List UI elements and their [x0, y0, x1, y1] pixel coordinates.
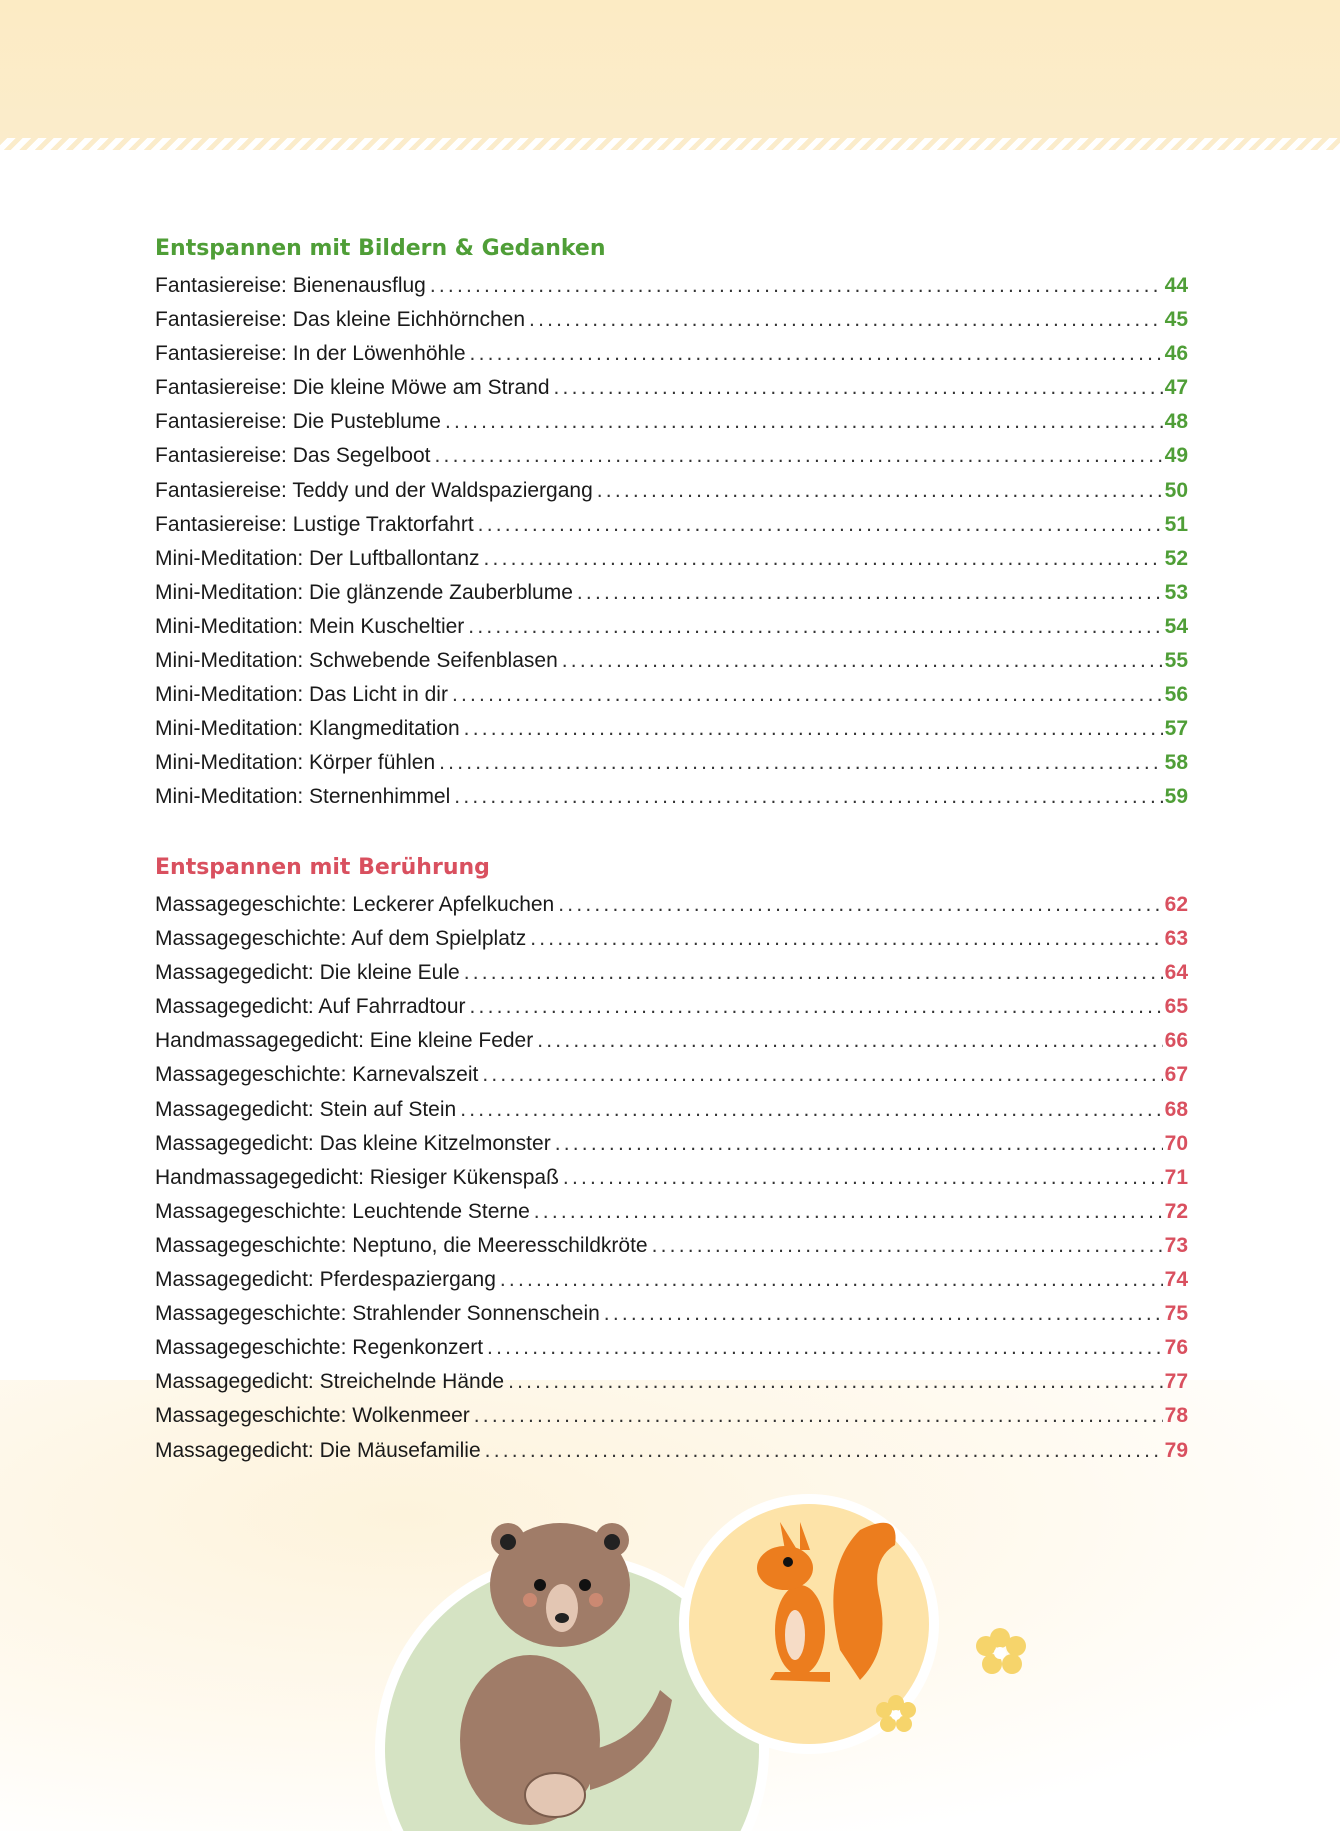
dot-leader [529, 303, 1163, 337]
dot-leader [484, 542, 1163, 576]
entry-page-number: 63 [1164, 927, 1188, 951]
entry-title: Massagegeschichte: Strahlender Sonnenschein [155, 1302, 600, 1326]
entry-page-number: 59 [1164, 785, 1188, 809]
toc-entry[interactable] [155, 1229, 1188, 1263]
dot-leader [563, 1161, 1163, 1195]
entry-page-number: 58 [1164, 751, 1188, 775]
entry-title: Mini-Meditation: Schwebende Seifenblasen [155, 649, 558, 673]
entry-page-number: 79 [1164, 1438, 1188, 1462]
entry-title: Massagegeschichte: Leckerer Apfelkuchen [155, 893, 555, 916]
entry-title: Massagegeschichte: Regenkonzert [155, 1336, 484, 1360]
entry-title: Massagegeschichte: Auf dem Spielplatz [155, 927, 527, 951]
entry-title: Fantasiereise: Die Pusteblume [155, 410, 441, 434]
dot-leader [555, 1127, 1163, 1161]
dot-leader [597, 474, 1163, 508]
entry-title: Fantasiereise: Teddy und der Waldspaziergang [155, 478, 593, 502]
dot-leader [474, 1399, 1163, 1433]
entry-page-number: 66 [1164, 1029, 1188, 1053]
entry-page-number: 51 [1164, 512, 1188, 536]
dot-leader [562, 644, 1163, 678]
toc-entry[interactable] [155, 474, 1188, 508]
entry-page-number: 70 [1164, 1131, 1188, 1155]
dot-leader [530, 922, 1162, 956]
dot-leader [554, 371, 1163, 405]
toc-entry[interactable] [155, 922, 1188, 956]
dot-leader [454, 780, 1162, 814]
entry-title: Massagegedicht: Streichelnde Hände [155, 1370, 505, 1394]
toc-entry[interactable] [155, 1365, 1188, 1399]
entry-page-number: 47 [1164, 376, 1188, 400]
toc-entry[interactable] [155, 888, 1188, 922]
section-heading: Entspannen mit Berührung [155, 855, 490, 880]
entry-page-number: 62 [1164, 893, 1188, 916]
entry-title: Mini-Meditation: Klangmeditation [155, 717, 460, 741]
section-heading: Entspannen mit Bildern & Gedanken [155, 236, 606, 261]
entry-title: Mini-Meditation: Körper fühlen [155, 751, 436, 775]
dot-leader [468, 610, 1162, 644]
toc-entry[interactable] [155, 1093, 1188, 1127]
toc-entry[interactable] [155, 1058, 1188, 1092]
dot-leader [435, 439, 1163, 473]
entry-page-number: 44 [1164, 274, 1188, 297]
entry-page-number: 54 [1164, 614, 1188, 638]
toc-entry[interactable] [155, 1195, 1188, 1229]
dot-leader [430, 269, 1163, 303]
toc-entry[interactable] [155, 542, 1188, 576]
entry-title: Massagegedicht: Pferdespaziergang [155, 1268, 496, 1292]
toc-entry[interactable] [155, 371, 1188, 405]
entry-title: Massagegedicht: Das kleine Kitzelmonster [155, 1131, 551, 1155]
entry-page-number: 55 [1164, 649, 1188, 673]
dot-leader [445, 405, 1163, 439]
toc-entry[interactable] [155, 712, 1188, 746]
entry-title: Mini-Meditation: Die glänzende Zauberblume [155, 580, 573, 604]
toc-entry[interactable] [155, 1024, 1188, 1058]
toc-entry[interactable] [155, 303, 1188, 337]
entry-title: Mini-Meditation: Der Luftballontanz [155, 546, 480, 570]
entry-title: Massagegeschichte: Neptuno, die Meeresschildkröte [155, 1233, 648, 1257]
dot-leader [460, 1093, 1162, 1127]
toc-entry[interactable] [155, 439, 1188, 473]
toc-entry[interactable] [155, 780, 1188, 814]
toc-entry[interactable] [155, 644, 1188, 678]
header-banner [0, 0, 1340, 140]
toc-entry[interactable] [155, 1263, 1188, 1297]
entry-page-number: 68 [1164, 1097, 1188, 1121]
dot-leader [482, 1058, 1162, 1092]
entry-title: Mini-Meditation: Das Licht in dir [155, 683, 448, 707]
entry-title: Massagegeschichte: Wolkenmeer [155, 1404, 470, 1428]
entry-title: Mini-Meditation: Mein Kuscheltier [155, 614, 465, 638]
toc-entry[interactable] [155, 337, 1188, 371]
toc-entry[interactable] [155, 508, 1188, 542]
dot-leader [487, 1331, 1163, 1365]
dot-leader [452, 678, 1163, 712]
entry-page-number: 46 [1164, 342, 1188, 366]
dot-leader [464, 712, 1163, 746]
toc-section-images-thoughts [155, 229, 1188, 815]
entry-title: Fantasiereise: Bienenausflug [155, 274, 426, 297]
toc-entry[interactable] [155, 1331, 1188, 1365]
entry-page-number: 65 [1164, 995, 1188, 1019]
entry-title: Handmassagegedicht: Eine kleine Feder [155, 1029, 534, 1053]
dot-leader [470, 337, 1163, 371]
entry-title: Fantasiereise: Das kleine Eichhörnchen [155, 308, 526, 332]
dot-leader [534, 1195, 1163, 1229]
entry-title: Massagegeschichte: Karnevalszeit [155, 1063, 479, 1087]
entry-title: Massagegedicht: Die Mäusefamilie [155, 1438, 481, 1462]
entry-title: Massagegeschichte: Leuchtende Sterne [155, 1199, 530, 1223]
toc-entry[interactable] [155, 956, 1188, 990]
dot-leader [500, 1263, 1163, 1297]
entry-page-number: 76 [1164, 1336, 1188, 1360]
entry-page-number: 78 [1164, 1404, 1188, 1428]
entry-page-number: 45 [1164, 308, 1188, 332]
toc-entry[interactable] [155, 678, 1188, 712]
dot-leader [464, 956, 1163, 990]
banner-zigzag-edge [0, 138, 1340, 150]
entry-page-number: 53 [1164, 580, 1188, 604]
dot-leader [558, 888, 1162, 922]
entry-page-number: 56 [1164, 683, 1188, 707]
entry-title: Massagegedicht: Stein auf Stein [155, 1097, 457, 1121]
toc-entry[interactable] [155, 990, 1188, 1024]
entry-page-number: 49 [1164, 444, 1188, 468]
entry-title: Handmassagegedicht: Riesiger Kükenspaß [155, 1165, 559, 1189]
entry-page-number: 67 [1164, 1063, 1188, 1087]
illustration-area [0, 1450, 1340, 1831]
entry-title: Mini-Meditation: Sternenhimmel [155, 785, 451, 809]
entry-title: Massagegedicht: Auf Fahrradtour [155, 995, 466, 1019]
dot-leader [577, 576, 1163, 610]
entry-page-number: 52 [1164, 546, 1188, 570]
entry-page-number: 73 [1164, 1233, 1188, 1257]
toc-entry[interactable] [155, 1161, 1188, 1195]
toc-entry[interactable] [155, 269, 1188, 303]
entry-page-number: 57 [1164, 717, 1188, 741]
dot-leader [652, 1229, 1163, 1263]
dot-leader [439, 746, 1163, 780]
entry-title: Massagegedicht: Die kleine Eule [155, 961, 460, 985]
entry-title: Fantasiereise: Das Segelboot [155, 444, 431, 468]
entry-page-number: 71 [1164, 1165, 1188, 1189]
flower-icon [976, 1628, 1026, 1674]
entry-page-number: 72 [1164, 1199, 1188, 1223]
toc-entry[interactable] [155, 1399, 1188, 1433]
entry-page-number: 77 [1164, 1370, 1188, 1394]
entry-title: Fantasiereise: Lustige Traktorfahrt [155, 512, 474, 536]
toc-entry[interactable] [155, 746, 1188, 780]
dot-leader [604, 1297, 1163, 1331]
toc-entry[interactable] [155, 405, 1188, 439]
dot-leader [508, 1365, 1163, 1399]
entry-page-number: 48 [1164, 410, 1188, 434]
entry-title: Fantasiereise: Die kleine Möwe am Strand [155, 376, 550, 400]
dot-leader [470, 990, 1163, 1024]
toc-entry[interactable] [155, 1297, 1188, 1331]
entry-page-number: 64 [1164, 961, 1188, 985]
toc-entry[interactable] [155, 576, 1188, 610]
dot-leader [537, 1024, 1162, 1058]
toc-section-touch [155, 848, 1188, 1468]
entry-title: Fantasiereise: In der Löwenhöhle [155, 342, 466, 366]
toc-entry[interactable] [155, 1127, 1188, 1161]
dot-leader [478, 508, 1163, 542]
entry-page-number: 50 [1164, 478, 1188, 502]
entry-page-number: 75 [1164, 1302, 1188, 1326]
toc-entry[interactable] [155, 610, 1188, 644]
entry-page-number: 74 [1164, 1268, 1188, 1292]
